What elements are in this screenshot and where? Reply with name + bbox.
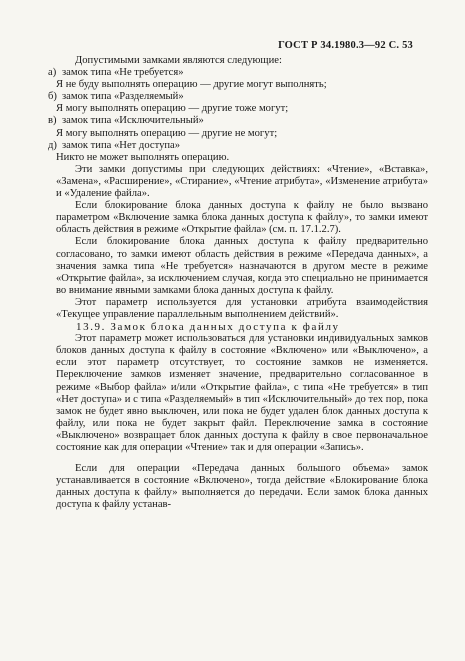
list-item-note: Никто не может выполнять операцию. [56, 151, 230, 163]
list-item [48, 139, 428, 152]
list-item [48, 67, 428, 79]
page-header: ГОСТ Р 34.1980.3—92 С. 53 [278, 40, 413, 51]
list-item-text: замок типа «Исключительный» [62, 115, 204, 127]
list-item [48, 115, 428, 127]
list-marker: в) [48, 115, 57, 127]
section-heading: 13.9. Замок блока данных доступа к файлу [76, 321, 340, 334]
paragraph: Эти замки допустимы при следующих действиях: «Чтение», «Вставка», «Замена», «Расширение», «Стирание», «Чтение атрибута», «Изменение атрибута» и «Удаление файла». [56, 163, 428, 200]
list-item-text: замок типа «Нет доступа» [62, 139, 181, 151]
paragraph: Если для операции «Передача данных большого объема» замок устанавливается в состояние «Включено», тогда действие «Блокирование блока данных доступа к файлу» выполняется до передачи. Если замок блока данных доступа к файлу устанав- [56, 463, 428, 511]
list-marker: б) [48, 91, 57, 103]
paragraph: Этот параметр может использоваться для установки индивидуальных замков блоков данных доступа к файлу в состояние «Включено» или «Выключено», а если этот параметр отсутствует, то состояние замков не изменяется. Переключение замков изменяет значение, предварительно согласованное в режиме «Выбор файла» и/или «Открытие файла», с типа «Не требуется» в тип «Нет доступа» и с типа «Разделяемый» в тип «Исключительный» до тех пор, пока замок не будет явно выключен, или пока не будет удален блок данных доступа к файлу, или пока не будет закрыт файл. Переключение замка в состояние «Выключено» возвращает блок данных доступа к файлу в свое первоначальное состояние как для операции «Чтение» так и для операции «Запись». [56, 333, 428, 453]
paragraph-gap [56, 454, 428, 463]
lock-list [48, 67, 428, 164]
list-marker: а) [48, 67, 57, 79]
document-body [48, 55, 428, 511]
list-item-note: Я могу выполнять операцию — другие не могут; [56, 127, 278, 139]
list-item-text: замок типа «Не требуется» [62, 67, 184, 79]
list-intro: Допустимыми замками являются следующие: [75, 55, 282, 66]
list-item [48, 91, 428, 103]
list-item-note: Я могу выполнять операцию — другие тоже могут; [56, 103, 289, 115]
paragraph: Этот параметр используется для установки атрибута взаимодействия «Текущее управление параллельным выполнением действий». [56, 296, 428, 320]
paragraph: Если блокирование блока данных доступа к файлу не было вызвано параметром «Включение замка блока данных доступа к файлу», то замки имеют область действия в режиме «Открытие файла» (см. п. 17.1.2.7). [56, 200, 428, 236]
list-item-text: замок типа «Разделяемый» [62, 91, 184, 103]
paragraph: Если блокирование блока данных доступа к файлу предварительно согласовано, то замки имеют область действия в режиме «Передача данных», а значения замка типа «Не требуется» назначаются в другом месте в режиме «Открытие файла», за исключением случая, когда это специально не принимается во внимание явными замками блока данных доступа к файлу. [56, 236, 428, 296]
list-marker: д) [48, 139, 57, 151]
list-item-note: Я не буду выполнять операцию — другие могут выполнять; [56, 79, 327, 91]
